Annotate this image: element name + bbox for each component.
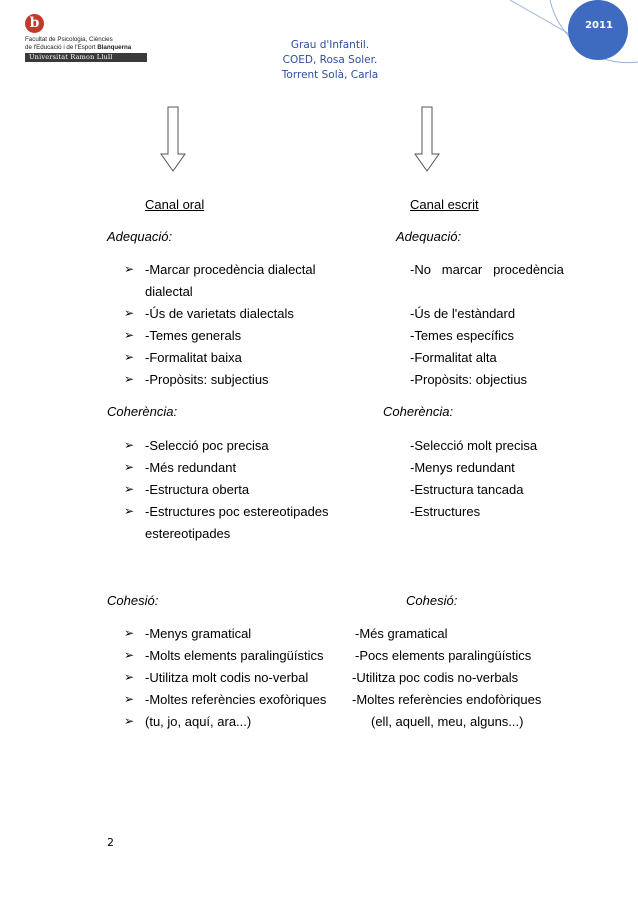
header-decoration bbox=[420, 0, 638, 80]
coherencia-right-item: -Estructures bbox=[410, 504, 481, 519]
cohesio-heading-left: Cohesió: bbox=[107, 593, 159, 608]
bullet-icon: ➢ bbox=[124, 626, 135, 640]
cohesio-left-item: -Utilitza molt codis no-verbal bbox=[145, 670, 309, 685]
logo-faculty-line2: de l'Educació i de l'Esport Blanquerna bbox=[25, 43, 132, 51]
coherencia-right-item: -Selecció molt precisa bbox=[410, 438, 538, 453]
bullet-icon: ➢ bbox=[124, 372, 135, 386]
down-arrow-left-icon bbox=[160, 106, 186, 172]
bullet-icon: ➢ bbox=[124, 350, 135, 364]
cohesio-heading-right: Cohesió: bbox=[406, 593, 458, 608]
bullet-icon: ➢ bbox=[124, 692, 135, 706]
bullet-icon: ➢ bbox=[124, 648, 135, 662]
header-line3: Torrent Solà, Carla bbox=[281, 69, 379, 81]
adequacio-left-item: -Propòsits: subjectius bbox=[145, 372, 269, 387]
bullet-icon: ➢ bbox=[124, 438, 135, 452]
year-badge: 2011 bbox=[585, 20, 613, 31]
adequacio-left-item: -Formalitat baixa bbox=[145, 350, 242, 365]
adequacio-right-item: -Temes específics bbox=[410, 328, 515, 343]
bullet-icon: ➢ bbox=[124, 460, 135, 474]
bullet-icon: ➢ bbox=[124, 714, 135, 728]
cohesio-left-item: -Molts elements paralingüístics bbox=[145, 648, 324, 663]
coherencia-left-item: -Selecció poc precisa bbox=[145, 438, 269, 453]
adequacio-right-item: -Propòsits: objectius bbox=[410, 372, 528, 387]
adequacio-right-item: -Formalitat alta bbox=[410, 350, 497, 365]
cohesio-right-item: -Utilitza poc codis no-verbals bbox=[352, 670, 519, 685]
coherencia-left-item: -Més redundant bbox=[145, 460, 237, 475]
cohesio-left-item: -Menys gramatical bbox=[145, 626, 252, 641]
header-line2: COED, Rosa Soler. bbox=[282, 54, 378, 66]
coherencia-left-item: -Estructures poc estereotipades bbox=[145, 504, 329, 519]
coherencia-right-item: -Estructura tancada bbox=[410, 482, 524, 497]
coherencia-left-item: -Estructura oberta bbox=[145, 482, 250, 497]
coherencia-right-item: -Menys redundant bbox=[410, 460, 515, 475]
coherencia-heading-right: Coherència: bbox=[383, 404, 454, 419]
adequacio-left-item: -Temes generals bbox=[145, 328, 242, 343]
page-number: 2 bbox=[107, 836, 114, 849]
adequacio-left-item: -Ús de varietats dialectals bbox=[145, 306, 294, 321]
cohesio-right-item: -Moltes referències endofòriques bbox=[352, 692, 542, 707]
bullet-icon: ➢ bbox=[124, 670, 135, 684]
header-block bbox=[230, 38, 430, 83]
adequacio-right-item: -No marcar procedència bbox=[410, 262, 564, 277]
adequacio-left-item-cont: dialectal bbox=[145, 284, 193, 299]
cohesio-left-item: -Moltes referències exofòriques bbox=[145, 692, 327, 707]
adequacio-left-item: -Marcar procedència dialectal bbox=[145, 262, 316, 277]
down-arrow-right-icon bbox=[414, 106, 440, 172]
adequacio-heading-right: Adequació: bbox=[396, 229, 462, 244]
left-column-title: Canal oral bbox=[145, 197, 205, 212]
university-logo bbox=[25, 14, 150, 62]
bullet-icon: ➢ bbox=[124, 328, 135, 342]
coherencia-left-item-cont: estereotipades bbox=[145, 526, 231, 541]
logo-mark-icon: b bbox=[25, 14, 44, 33]
logo-university-bar: Universitat Ramon Llull bbox=[25, 53, 147, 62]
bullet-icon: ➢ bbox=[124, 306, 135, 320]
cohesio-left-item: (tu, jo, aquí, ara...) bbox=[145, 714, 252, 729]
adequacio-heading-left: Adequació: bbox=[107, 229, 173, 244]
bullet-icon: ➢ bbox=[124, 262, 135, 276]
cohesio-right-item: -Més gramatical bbox=[355, 626, 448, 641]
cohesio-right-item: -Pocs elements paralingüístics bbox=[355, 648, 532, 663]
logo-faculty-line1: Facultat de Psicologia, Ciències bbox=[25, 36, 113, 43]
bullet-icon: ➢ bbox=[124, 504, 135, 518]
cohesio-right-item: (ell, aquell, meu, alguns...) bbox=[371, 714, 524, 729]
adequacio-right-item: -Ús de l'estàndard bbox=[410, 306, 516, 321]
bullet-icon: ➢ bbox=[124, 482, 135, 496]
right-column-title: Canal escrit bbox=[410, 197, 479, 212]
coherencia-heading-left: Coherència: bbox=[107, 404, 178, 419]
header-line1: Grau d'Infantil. bbox=[290, 39, 370, 51]
